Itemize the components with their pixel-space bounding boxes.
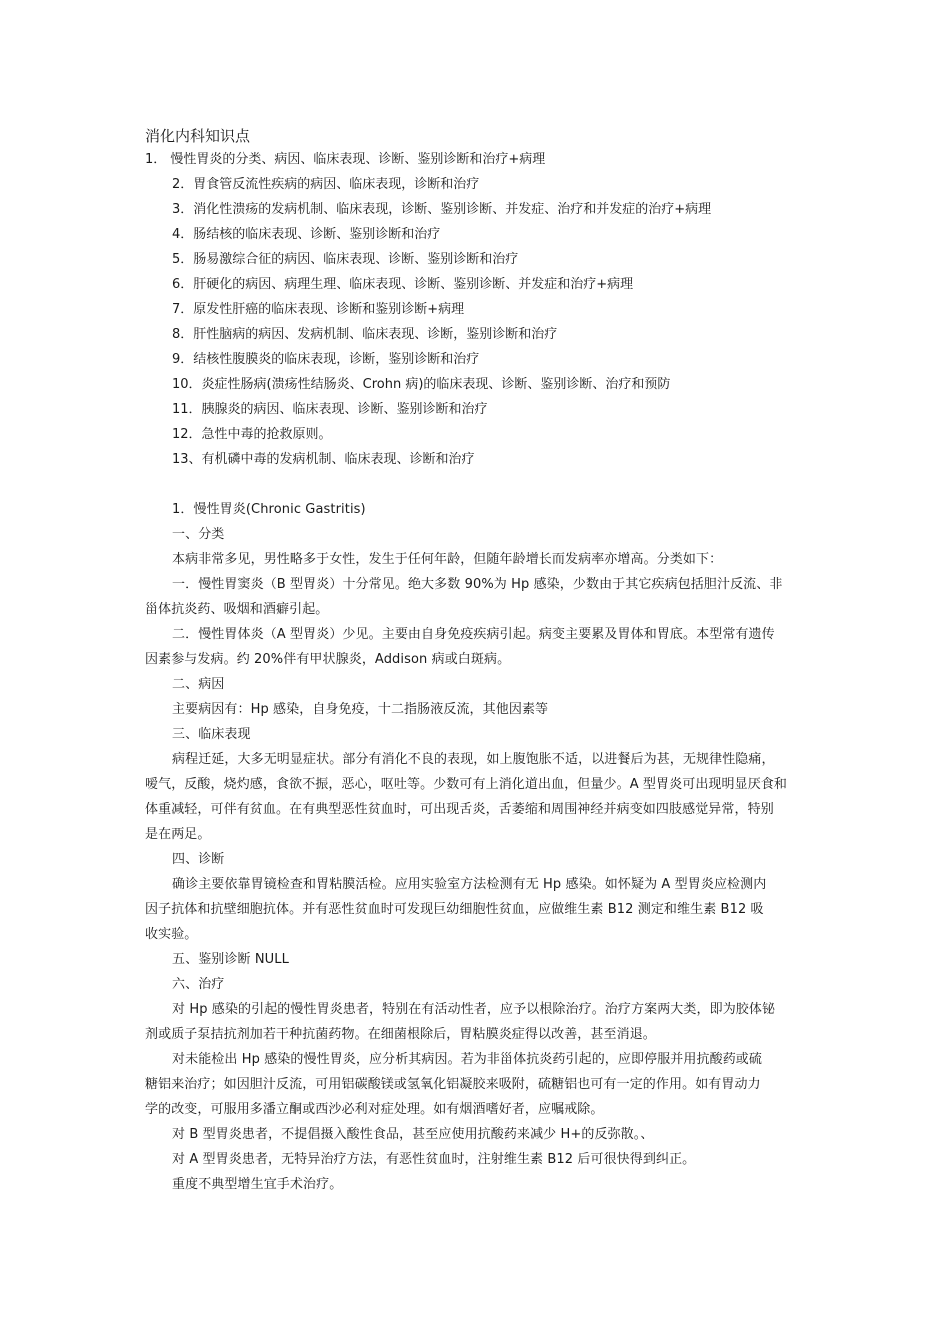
paragraph-line: 糖铝来治疗；如因胆汁反流，可用铝碳酸镁或氢氧化铝凝胶来吸附，硫糖铝也可有一定的作用。如有胃动力 (145, 1077, 761, 1092)
paragraph-line: 确诊主要依靠胃镜检查和胃粘膜活检。应用实验室方法检测有无 Hp 感染。如怀疑为 A 型胃炎应检测内 (172, 877, 767, 892)
toc-item: 5．肠易激综合征的病因、临床表现、诊断、鉴别诊断和治疗 (172, 252, 519, 267)
toc-item: 4．肠结核的临床表现、诊断、鉴别诊断和治疗 (172, 227, 441, 242)
paragraph-line: 一．慢性胃窦炎（B 型胃炎）十分常见。绝大多数 90%为 Hp 感染，少数由于其它疾病包括胆汁反流、非 (172, 577, 783, 592)
paragraph-line: 对未能检出 Hp 感染的慢性胃炎，应分析其病因。若为非甾体抗炎药引起的，应即停服并用抗酸药或硫 (172, 1052, 762, 1067)
section-heading: 1．慢性胃炎(Chronic Gastritis) (172, 502, 366, 517)
paragraph-line: 甾体抗炎药、吸烟和酒癖引起。 (145, 602, 329, 617)
paragraph-line: 因素参与发病。约 20%伴有甲状腺炎，Addison 病或白斑病。 (145, 652, 511, 667)
toc-item: 8．肝性脑病的病因、发病机制、临床表现、诊断，鉴别诊断和治疗 (172, 327, 558, 342)
toc-item: 10．炎症性肠病(溃疡性结肠炎、Crohn 病)的临床表现、诊断、鉴别诊断、治疗和预防 (172, 377, 671, 392)
paragraph-line: 收实验。 (145, 927, 198, 942)
paragraph-line: 二．慢性胃体炎（A 型胃炎）少见。主要由自身免疫疾病引起。病变主要累及胃体和胃底。本型常有遗传 (172, 627, 775, 642)
subheading-cause: 二、病因 (172, 677, 225, 692)
paragraph-line: 主要病因有：Hp 感染，自身免疫，十二指肠液反流，其他因素等 (172, 702, 549, 717)
paragraph-line: 本病非常多见，男性略多于女性，发生于任何年龄，但随年龄增长而发病率亦增高。分类如下： (172, 552, 723, 567)
toc-item: 11．胰腺炎的病因、临床表现、诊断、鉴别诊断和治疗 (172, 402, 488, 417)
paragraph-line: 是在两足。 (145, 827, 211, 842)
paragraph-line: 病程迁延，大多无明显症状。部分有消化不良的表现，如上腹饱胀不适，以进餐后为甚，无规律性隐痛， (172, 752, 775, 767)
paragraph-line: 体重减轻，可伴有贫血。在有典型恶性贫血时，可出现舌炎，舌萎缩和周围神经并病变如四肢感觉异常，特别 (145, 802, 774, 817)
paragraph-line: 对 B 型胃炎患者，不提倡摄入酸性食品，甚至应使用抗酸药来减少 H+的反弥散。、 (172, 1127, 654, 1142)
document-title: 消化内科知识点 (145, 127, 251, 145)
subheading-differential: 五、鉴别诊断 NULL (172, 952, 289, 967)
subheading-treatment: 六、治疗 (172, 977, 225, 992)
paragraph-line: 剂或质子泵拮抗剂加若干种抗菌药物。在细菌根除后，胃粘膜炎症得以改善，甚至消退。 (145, 1027, 656, 1042)
paragraph-line: 重度不典型增生宜手术治疗。 (172, 1177, 343, 1192)
toc-item: 13、有机磷中毒的发病机制、临床表现、诊断和治疗 (172, 452, 475, 467)
paragraph-line: 嗳气，反酸，烧灼感，食欲不振，恶心，呕吐等。少数可有上消化道出血，但量少。A 型胃炎可出现明显厌食和 (145, 777, 788, 792)
subheading-classification: 一、分类 (172, 527, 225, 542)
toc-item: 9．结核性腹膜炎的临床表现，诊断，鉴别诊断和治疗 (172, 352, 480, 367)
subheading-diagnosis: 四、诊断 (172, 852, 225, 867)
paragraph-line: 对 Hp 感染的引起的慢性胃炎患者，特别在有活动性者，应予以根除治疗。治疗方案两大类，即为胶体铋 (172, 1002, 776, 1017)
toc-item: 6．肝硬化的病因、病理生理、临床表现、诊断、鉴别诊断、并发症和治疗+病理 (172, 277, 634, 292)
toc-item: 12．急性中毒的抢救原则。 (172, 427, 332, 442)
toc-item: 7．原发性肝癌的临床表现、诊断和鉴别诊断+病理 (172, 302, 465, 317)
paragraph-line: 学的改变，可服用多潘立酮或西沙必利对症处理。如有烟酒嗜好者，应嘱戒除。 (145, 1102, 604, 1117)
paragraph-line: 对 A 型胃炎患者，无特异治疗方法，有恶性贫血时，注射维生素 B12 后可很快得到纠正。 (172, 1152, 696, 1167)
toc-item: 2．胃食管反流性疾病的病因、临床表现，诊断和治疗 (172, 177, 480, 192)
toc-item: 1． 慢性胃炎的分类、病因、临床表现、诊断、鉴别诊断和治疗+病理 (145, 152, 546, 167)
subheading-clinical: 三、临床表现 (172, 727, 251, 742)
paragraph-line: 因子抗体和抗壁细胞抗体。并有恶性贫血时可发现巨幼细胞性贫血，应做维生素 B12 测定和维生素 B12 吸 (145, 902, 764, 917)
toc-item: 3．消化性溃疡的发病机制、临床表现，诊断、鉴别诊断、并发症、治疗和并发症的治疗+病理 (172, 202, 712, 217)
